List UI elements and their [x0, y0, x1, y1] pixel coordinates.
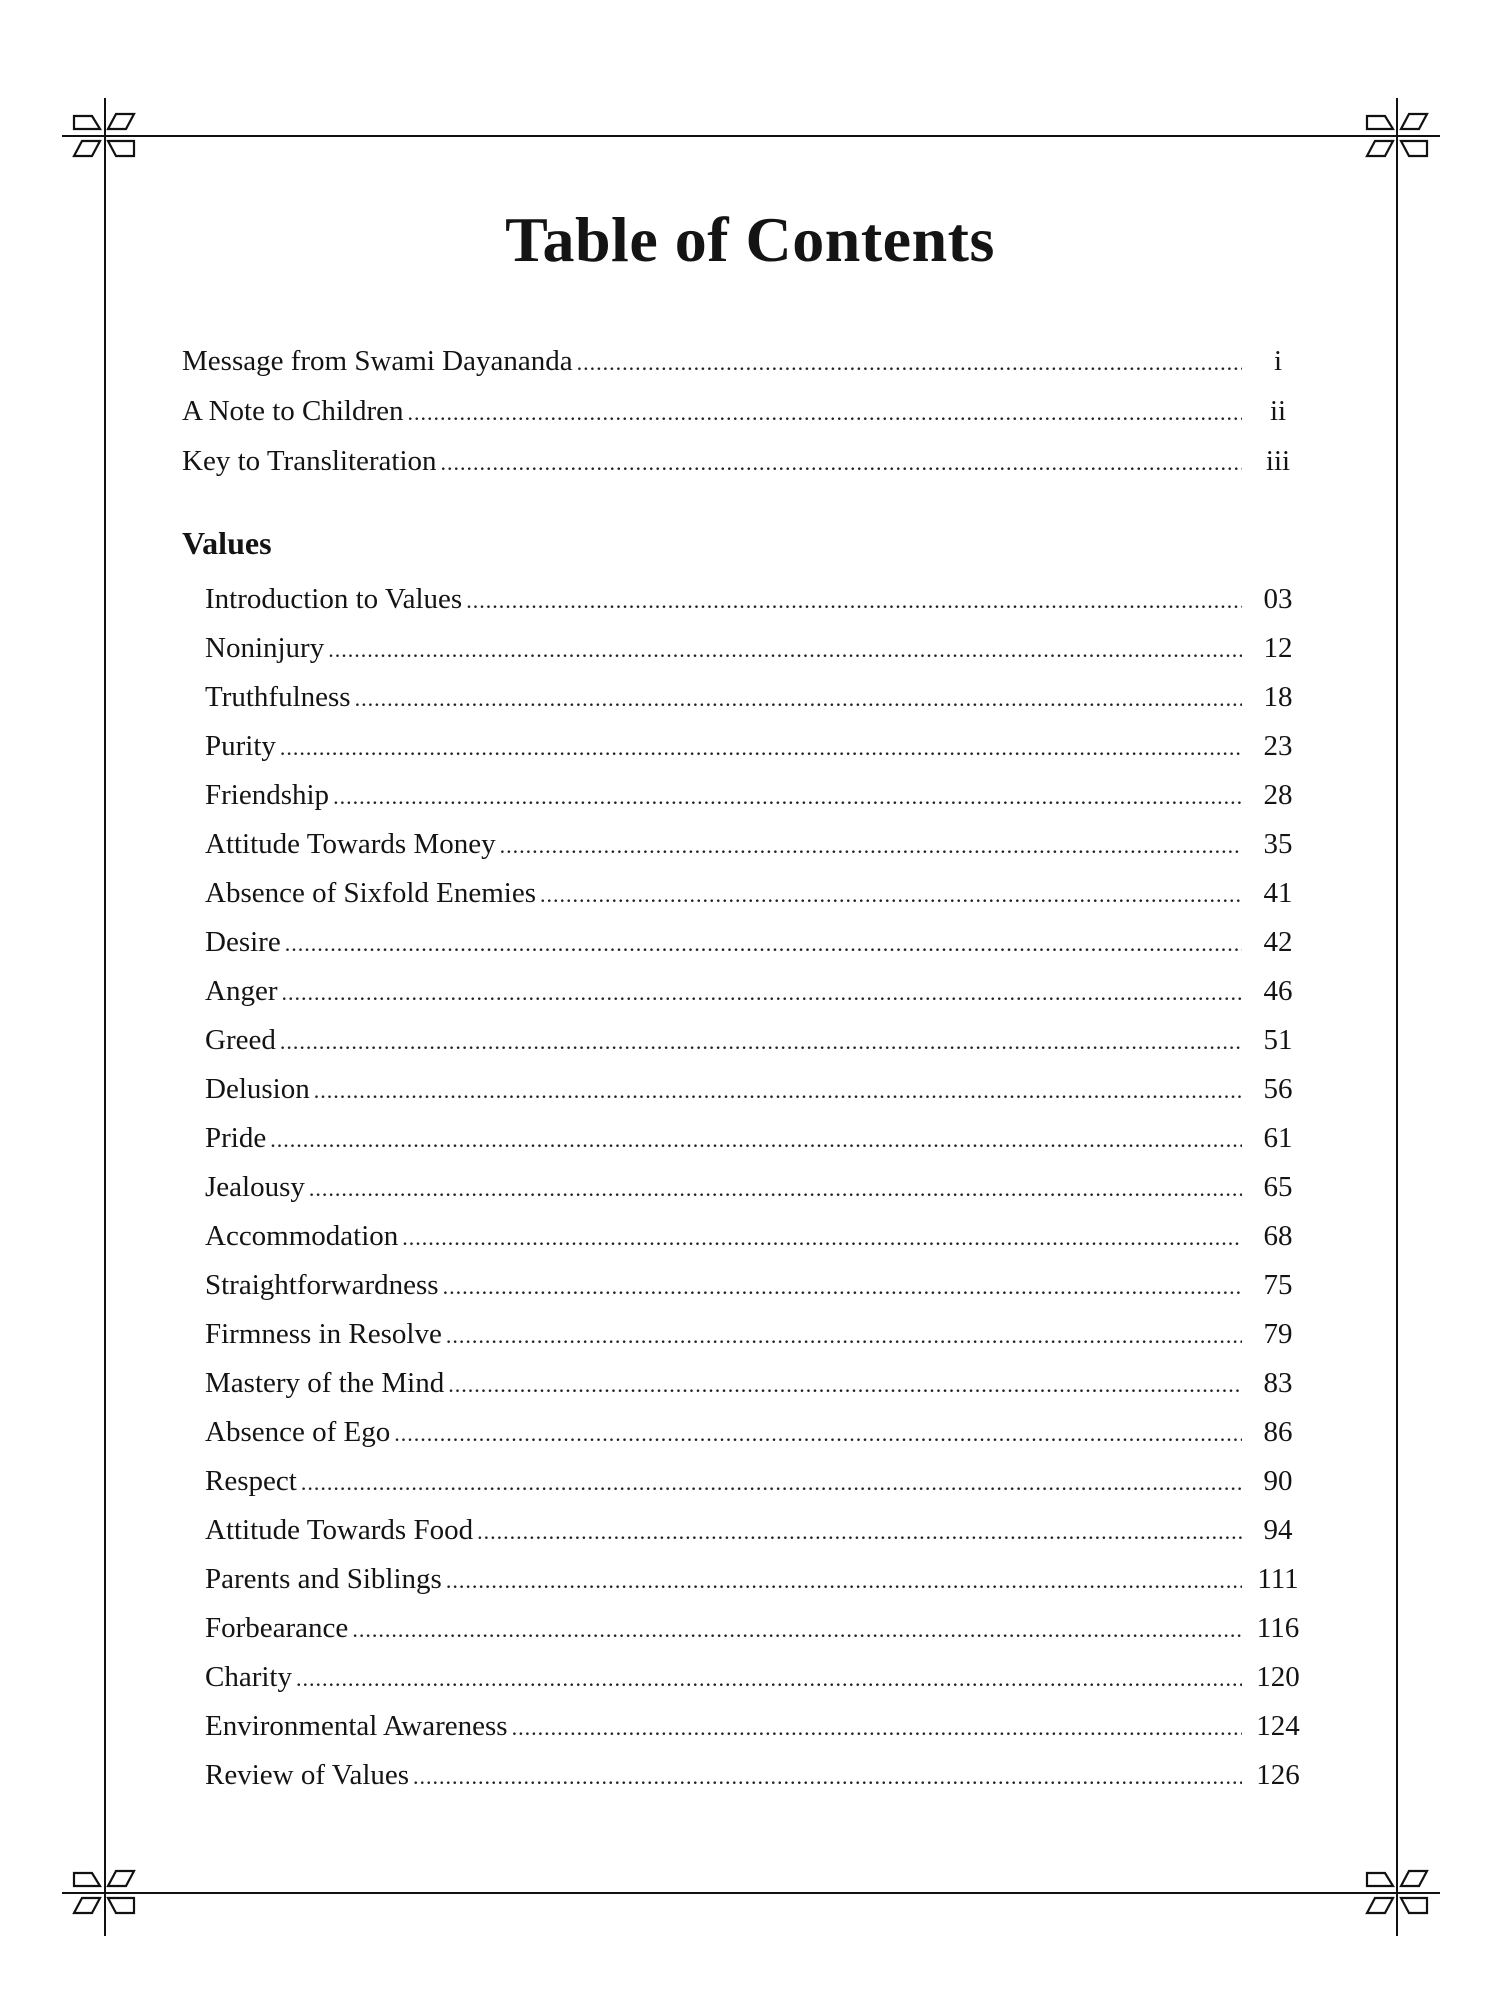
toc-entry-page: 90 [1263, 1465, 1293, 1497]
dot-leader [355, 682, 1242, 716]
toc-entry-title: Truthfulness [205, 681, 351, 713]
toc-entry-page: 116 [1256, 1612, 1300, 1644]
toc-entry-title: A Note to Children [182, 395, 404, 427]
toc-entry-page: 61 [1263, 1122, 1293, 1154]
toc-entry-title: Friendship [205, 779, 330, 811]
toc-entry-title: Charity [205, 1661, 292, 1693]
toc-entry-page: 86 [1263, 1416, 1293, 1448]
dot-leader [466, 584, 1242, 618]
toc-entry-title: Greed [205, 1024, 276, 1056]
toc-entry[interactable] [205, 1268, 1300, 1302]
toc-entry-title: Attitude Towards Money [205, 828, 496, 860]
toc-entry[interactable] [182, 444, 1300, 478]
toc-entry-title: Absence of Ego [205, 1416, 391, 1448]
toc-entry-title: Desire [205, 926, 281, 958]
toc-entry-title: Respect [205, 1465, 297, 1497]
toc-entry-title: Attitude Towards Food [205, 1514, 474, 1546]
toc-entry[interactable] [205, 631, 1300, 665]
dot-leader [500, 829, 1242, 863]
toc-entry[interactable] [205, 582, 1300, 616]
toc-entry-page: 23 [1263, 730, 1293, 762]
toc-entry[interactable] [205, 778, 1300, 812]
toc-entry-title: Absence of Sixfold Enemies [205, 877, 537, 909]
toc-entry-title: Anger [205, 975, 278, 1007]
toc-entry-title: Firmness in Resolve [205, 1318, 442, 1350]
toc-entry[interactable] [182, 344, 1300, 378]
toc-entry-page: ii [1269, 395, 1287, 427]
dot-leader [296, 1662, 1242, 1696]
toc-entry-page: 83 [1263, 1367, 1293, 1399]
toc-entry-page: 79 [1263, 1318, 1293, 1350]
toc-entry[interactable] [205, 680, 1300, 714]
toc-entry-title: Accommodation [205, 1220, 399, 1252]
dot-leader [477, 1515, 1242, 1549]
toc-entry-title: Key to Transliteration [182, 445, 437, 477]
toc-entry[interactable] [205, 1317, 1300, 1351]
toc-entry-title: Noninjury [205, 632, 325, 664]
toc-entry-page: iii [1265, 445, 1291, 477]
dot-leader [352, 1613, 1242, 1647]
dot-leader [328, 633, 1242, 667]
toc-entry-title: Straightforwardness [205, 1269, 439, 1301]
toc-entry-page: 12 [1263, 632, 1293, 664]
toc-entry-page: 35 [1263, 828, 1293, 860]
dot-leader [446, 1319, 1242, 1353]
dot-leader [309, 1172, 1242, 1206]
toc-entry[interactable] [205, 1023, 1300, 1057]
toc-entry[interactable] [205, 1366, 1300, 1400]
dot-leader [448, 1368, 1242, 1402]
dot-leader [512, 1711, 1242, 1745]
toc-entry[interactable] [205, 827, 1300, 861]
toc-entry-page: 111 [1257, 1563, 1299, 1595]
toc-entry[interactable] [205, 1464, 1300, 1498]
toc-entry-page: 75 [1263, 1269, 1293, 1301]
dot-leader [413, 1760, 1242, 1794]
dot-leader [314, 1074, 1242, 1108]
toc-entry[interactable] [205, 1121, 1300, 1155]
toc-entry-page: 51 [1263, 1024, 1293, 1056]
toc-entry-page: 41 [1263, 877, 1293, 909]
toc-entry-title: Purity [205, 730, 276, 762]
dot-leader [285, 927, 1242, 961]
dot-leader [333, 780, 1242, 814]
toc-entry[interactable] [205, 1709, 1300, 1743]
toc-entry-title: Review of Values [205, 1759, 410, 1791]
dot-leader [441, 446, 1242, 480]
toc-entry[interactable] [205, 1660, 1300, 1694]
toc-entry[interactable] [205, 1072, 1300, 1106]
toc-entry-title: Introduction to Values [205, 583, 463, 615]
toc-entry-page: 65 [1263, 1171, 1293, 1203]
toc-entry-title: Jealousy [205, 1171, 305, 1203]
toc-entry-page: 120 [1256, 1661, 1300, 1693]
toc-entry-title: Message from Swami Dayananda [182, 345, 573, 377]
toc-entry-title: Environmental Awareness [205, 1710, 508, 1742]
toc-entry-title: Forbearance [205, 1612, 349, 1644]
toc-entry-title: Delusion [205, 1073, 310, 1105]
toc-entry-page: 28 [1263, 779, 1293, 811]
toc-entry[interactable] [205, 876, 1300, 910]
dot-leader [446, 1564, 1242, 1598]
toc-entry-page: 94 [1263, 1514, 1293, 1546]
page-title: Table of Contents [505, 204, 995, 275]
toc-entry[interactable] [205, 1170, 1300, 1204]
dot-leader [540, 878, 1242, 912]
toc-entry[interactable] [205, 1611, 1300, 1645]
toc-entry-page: 126 [1256, 1759, 1300, 1791]
toc-entry[interactable] [205, 729, 1300, 763]
toc-entry-title: Parents and Siblings [205, 1563, 442, 1595]
toc-entry[interactable] [205, 1513, 1300, 1547]
toc-entry-page: 18 [1263, 681, 1293, 713]
dot-leader [443, 1270, 1242, 1304]
dot-leader [280, 731, 1242, 765]
toc-entry[interactable] [205, 1562, 1300, 1596]
dot-leader [402, 1221, 1242, 1255]
dot-leader [270, 1123, 1242, 1157]
toc-entry-page: 03 [1263, 583, 1293, 615]
dot-leader [281, 976, 1242, 1010]
toc-entry[interactable] [205, 1219, 1300, 1253]
toc-entry-title: Pride [205, 1122, 267, 1154]
toc-entry-page: i [1273, 345, 1283, 377]
dot-leader [280, 1025, 1242, 1059]
toc-entry[interactable] [182, 394, 1300, 428]
section-heading: Values [182, 525, 272, 561]
dot-leader [577, 346, 1242, 380]
dot-leader [394, 1417, 1242, 1451]
toc-entry-title: Mastery of the Mind [205, 1367, 445, 1399]
toc-entry-page: 68 [1263, 1220, 1293, 1252]
toc-entry[interactable] [205, 925, 1300, 959]
toc-entry[interactable] [205, 1758, 1300, 1792]
toc-entry-page: 42 [1263, 926, 1293, 958]
toc-entry-page: 46 [1263, 975, 1293, 1007]
dot-leader [408, 396, 1242, 430]
toc-entry[interactable] [205, 1415, 1300, 1449]
toc-entry-page: 124 [1256, 1710, 1300, 1742]
dot-leader [301, 1466, 1242, 1500]
toc-entry[interactable] [205, 974, 1300, 1008]
toc-entry-page: 56 [1263, 1073, 1293, 1105]
